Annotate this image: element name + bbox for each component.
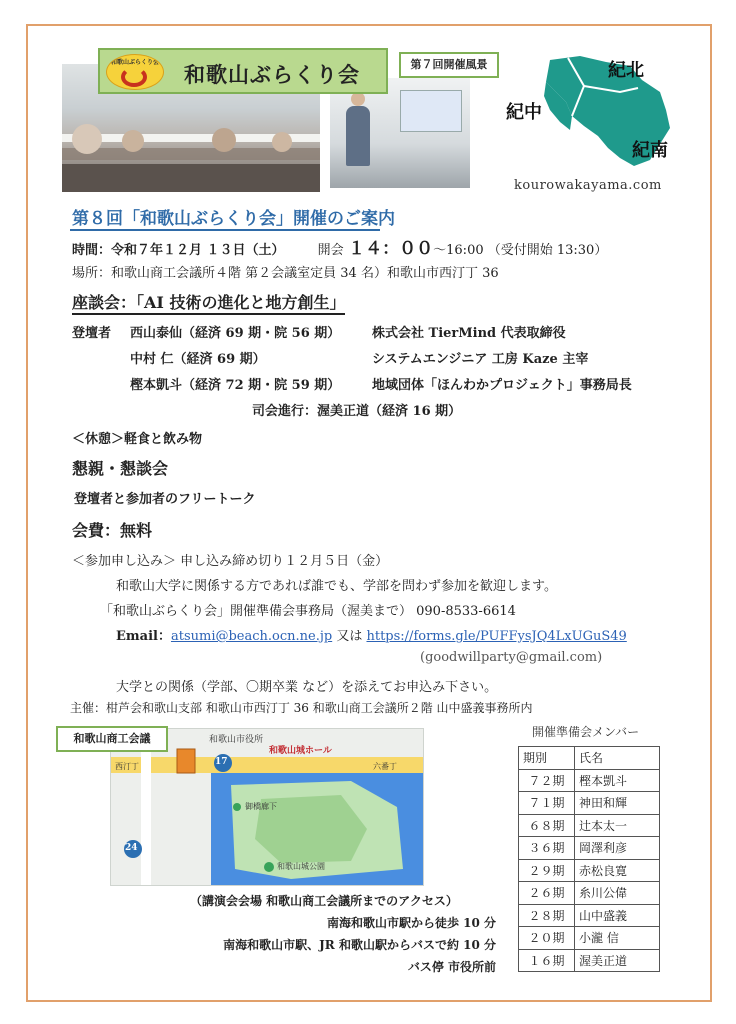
apply-deadline: ＜参加申し込み＞ 申し込み締め切り１２月５日（金） [72, 554, 389, 569]
member-name: 岡澤利彦 [575, 837, 660, 860]
event-photo-speaker [330, 78, 470, 188]
site-url: kourowakayama.com [514, 178, 662, 193]
alt-email: (goodwillparty@gmail.com) [420, 650, 603, 665]
table-row [519, 927, 660, 950]
route-17-label: 17 [215, 757, 228, 767]
member-term: ６８期 [519, 814, 575, 837]
road-nishitocho-label: 西汀丁 [115, 762, 139, 771]
speaker-1-role: 株式会社 TierMind 代表取締役 [372, 326, 566, 341]
table-row [519, 769, 660, 792]
apply-note: 大学との関係（学部、〇期卒業 など）を添えてお申込み下さい。 [116, 680, 498, 695]
member-term: ７１期 [519, 792, 575, 815]
table-header-row [519, 747, 660, 770]
title-banner [98, 48, 388, 94]
member-name: 辻本太一 [575, 814, 660, 837]
forum-title: 座談会：「AI 技術の進化と地方創生」 [72, 290, 345, 313]
form-link[interactable]: https://forms.gle/PUFFysJQ4LxUGuS49 [366, 629, 627, 644]
fee: 会費：無料 [72, 521, 153, 540]
region-middle-label: 紀中 [506, 102, 542, 123]
member-name: 小瀧 信 [575, 927, 660, 950]
member-name: 糸川公偉 [575, 882, 660, 905]
member-name: 樫本凱斗 [575, 769, 660, 792]
members-table [518, 746, 660, 972]
member-term: ２９期 [519, 859, 575, 882]
member-name: 渥美正道 [575, 949, 660, 972]
access-line-2: 南海和歌山市駅、JR 和歌山駅からバスで約 10 分 [223, 938, 496, 952]
route-24-label: 24 [125, 843, 138, 853]
member-term: ２０期 [519, 927, 575, 950]
member-term: ２８期 [519, 904, 575, 927]
city-hall-label: 和歌山市役所 [209, 735, 264, 745]
table-row [519, 792, 660, 815]
social-desc: 登壇者と参加者のフリートーク [74, 492, 256, 507]
header-term: 期別 [519, 747, 575, 770]
office-contact: 「和歌山ぶらくり会」開催準備会事務局（渥美まで） 090-8533-6614 [100, 604, 516, 619]
road-rokubancho-label: 六番丁 [373, 762, 397, 771]
bridge-label: 御橋廊下 [245, 802, 277, 811]
access-title: （講演会会場 和歌山商工会議所までのアクセス） [190, 894, 458, 908]
member-term: １６期 [519, 949, 575, 972]
member-term: ７２期 [519, 769, 575, 792]
member-name: 山中盛義 [575, 904, 660, 927]
table-row [519, 859, 660, 882]
event-heading: 第８回「和歌山ぶらくり会」開催のご案内 [72, 209, 395, 229]
access-line-1: 南海和歌山市駅から徒歩 10 分 [326, 916, 496, 930]
access-line-3: バス停 市役所前 [407, 960, 496, 974]
host-info: 主催：柑芦会和歌山支部 和歌山市西汀丁 36 和歌山商工会議所２階 山中盛義事務所内 [70, 701, 533, 715]
past-event-tag: 第７回開催風景 [399, 52, 499, 78]
members-title: 開催準備会メンバー [532, 725, 640, 739]
event-place: 場所：和歌山商工会議所４階 第２会議室定員 34 名）和歌山市西汀丁 36 [72, 266, 499, 281]
welcome-text: 和歌山大学に関係する方であれば誰でも、学部を問わず参加を歓迎します。 [116, 579, 557, 594]
contact-line: Email：atsumi@beach.ocn.ne.jp 又は https://forms.gle/PUFFysJQ4LxUGuS49 [116, 629, 627, 644]
event-time: 時間：令和７年１２月 １３日（土） 開会 １４：００～16:00 （受付開始 13:30） [72, 239, 608, 259]
table-row [519, 814, 660, 837]
speaker-3-role: 地域団体「ほんわかプロジェクト」事務局長 [372, 378, 632, 393]
burakuri-logo-icon: 和歌山ぶらくり会 [106, 54, 164, 90]
break-info: ＜休憩＞軽食と飲み物 [72, 432, 203, 447]
header-name: 氏名 [575, 747, 660, 770]
region-north-label: 紀北 [608, 60, 644, 81]
site-title: 和歌山ぶらくり会 [184, 62, 360, 87]
email-link[interactable]: atsumi@beach.ocn.ne.jp [170, 629, 333, 644]
table-row [519, 949, 660, 972]
member-term: ３６期 [519, 837, 575, 860]
speaker-2-name: 中村 仁（経済 69 期） [130, 352, 266, 367]
table-row [519, 882, 660, 905]
speaker-3-name: 樫本凱斗（経済 72 期・院 59 期） [130, 378, 341, 393]
region-south-label: 紀南 [632, 140, 668, 161]
heading-underline [70, 229, 380, 231]
moderator: 司会進行：渥美正道（経済 16 期） [252, 404, 462, 419]
speaker-1-name: 西山泰仙（経済 69 期・院 56 期） [130, 326, 341, 341]
member-name: 赤松良寛 [575, 859, 660, 882]
speaker-2-role: システムエンジニア 工房 Kaze 主宰 [372, 352, 589, 367]
member-term: ２６期 [519, 882, 575, 905]
member-name: 神田和輝 [575, 792, 660, 815]
speakers-label: 登壇者 [72, 326, 112, 341]
hall-label: 和歌山城ホール [269, 746, 332, 756]
castle-park-label: 和歌山城公園 [277, 862, 325, 871]
map-label: 和歌山商工会議 [56, 726, 168, 752]
social-title: 懇親・懇談会 [72, 459, 169, 478]
table-row [519, 904, 660, 927]
table-row [519, 837, 660, 860]
